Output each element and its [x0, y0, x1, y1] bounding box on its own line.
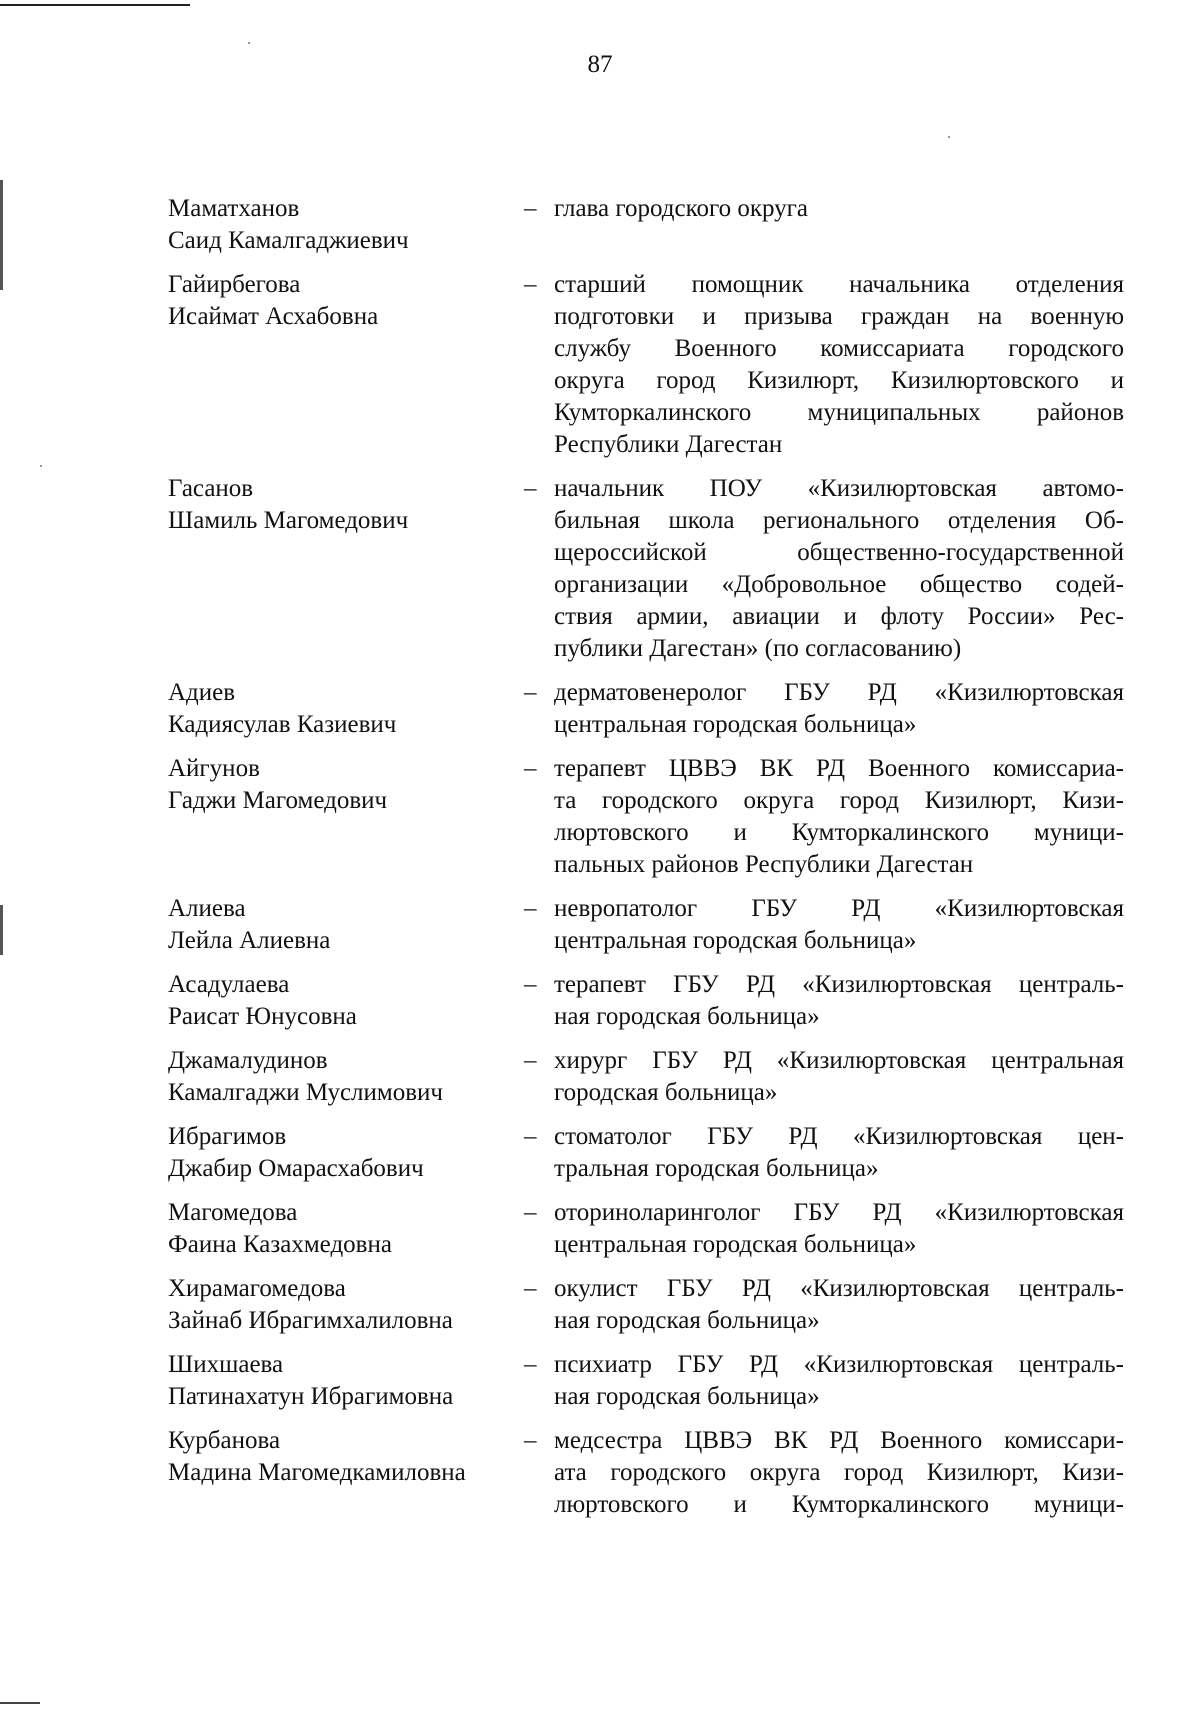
member-surname: Курбанова [168, 1427, 281, 1454]
member-entry [168, 473, 1133, 665]
entry-dash: – [524, 195, 537, 222]
member-name [168, 1197, 518, 1261]
member-entry [168, 193, 1133, 257]
position-line: щероссийской общественно-государственной [554, 539, 1124, 566]
entry-dash: – [524, 1275, 537, 1302]
member-given-names: Камалгаджи Муслимович [168, 1079, 443, 1106]
member-given-names: Исаймат Асхабовна [168, 303, 379, 330]
entry-dash: – [524, 1351, 537, 1378]
scan-speck [948, 136, 950, 138]
member-given-names: Зайнаб Ибрагимхалиловна [168, 1307, 453, 1334]
left-margin-mark [0, 180, 3, 290]
member-position [554, 677, 1124, 741]
position-line: медсестра ЦВВЭ ВК РД Военного комиссари- [554, 1427, 1124, 1454]
member-position [554, 193, 1124, 257]
member-surname: Ибрагимов [168, 1123, 287, 1150]
entry-dash: – [524, 1199, 537, 1226]
position-line: Республики Дагестан [554, 431, 783, 458]
position-line: центральная городская больница» [554, 927, 917, 954]
position-line: та городского округа город Кизилюрт, Кизи- [554, 787, 1124, 814]
member-entry [168, 1273, 1133, 1337]
entry-dash: – [524, 895, 537, 922]
member-name [168, 677, 518, 741]
member-surname: Алиева [168, 895, 246, 922]
position-line: организации «Добровольное общество содей- [554, 571, 1124, 598]
entry-dash: – [524, 971, 537, 998]
member-given-names: Саид Камалгаджиевич [168, 227, 409, 254]
member-given-names: Раисат Юнусовна [168, 1003, 357, 1030]
member-name [168, 969, 518, 1033]
member-position [554, 473, 1124, 665]
position-line: центральная городская больница» [554, 1231, 917, 1258]
member-surname: Гайирбегова [168, 271, 301, 298]
member-position [554, 1197, 1124, 1261]
position-line: округа город Кизилюрт, Кизилюртовского и [554, 367, 1124, 394]
member-position [554, 969, 1124, 1033]
position-line: ная городская больница» [554, 1307, 820, 1334]
member-entry [168, 969, 1133, 1033]
member-name [168, 1045, 518, 1109]
position-line: люртовского и Кумторкалинского муници- [554, 819, 1124, 846]
position-line: оториноларинголог ГБУ РД «Кизилюртовская [554, 1199, 1124, 1226]
member-surname: Джамалудинов [168, 1047, 328, 1074]
position-line: хирург ГБУ РД «Кизилюртовская центральная [554, 1047, 1124, 1074]
member-surname: Маматханов [168, 195, 300, 222]
member-name [168, 473, 518, 665]
member-name [168, 1425, 518, 1521]
member-surname: Магомедова [168, 1199, 298, 1226]
position-line: публики Дагестан» (по согласованию) [554, 635, 962, 662]
member-position [554, 1349, 1124, 1413]
position-line: дерматовенеролог ГБУ РД «Кизилюртовская [554, 679, 1124, 706]
position-line: терапевт ЦВВЭ ВК РД Военного комиссариа- [554, 755, 1124, 782]
position-line: начальник ПОУ «Кизилюртовская автомо- [554, 475, 1124, 502]
entry-dash: – [524, 1047, 537, 1074]
member-given-names: Кадиясулав Казиевич [168, 711, 397, 738]
position-line: центральная городская больница» [554, 711, 917, 738]
position-line: Кумторкалинского муниципальных районов [554, 399, 1124, 426]
member-entry [168, 1121, 1133, 1185]
left-margin-mark [0, 905, 3, 955]
member-entry [168, 1425, 1133, 1521]
position-line: окулист ГБУ РД «Кизилюртовская централь- [554, 1275, 1124, 1302]
entry-dash: – [524, 475, 537, 502]
member-entry [168, 269, 1133, 461]
member-entry [168, 753, 1133, 881]
member-name [168, 269, 518, 461]
member-surname: Адиев [168, 679, 236, 706]
member-given-names: Гаджи Магомедович [168, 787, 388, 814]
member-given-names: Патинахатун Ибрагимовна [168, 1383, 454, 1410]
member-surname: Шихшаева [168, 1351, 284, 1378]
commission-member-list [168, 193, 1133, 1521]
position-line: ная городская больница» [554, 1003, 820, 1030]
position-line: службу Военного комиссариата городского [554, 335, 1124, 362]
position-line: терапевт ГБУ РД «Кизилюртовская централь- [554, 971, 1124, 998]
position-line: ная городская больница» [554, 1383, 820, 1410]
member-name [168, 1349, 518, 1413]
member-surname: Хирамагомедова [168, 1275, 346, 1302]
position-line: стоматолог ГБУ РД «Кизилюртовская цен- [554, 1123, 1124, 1150]
member-given-names: Лейла Алиевна [168, 927, 331, 954]
position-line: старший помощник начальника отделения [554, 271, 1124, 298]
position-line: тральная городская больница» [554, 1155, 879, 1182]
member-position [554, 893, 1124, 957]
page-number: 87 [587, 51, 613, 78]
member-position [554, 753, 1124, 881]
member-position [554, 1045, 1124, 1109]
member-entry [168, 1349, 1133, 1413]
position-line: люртовского и Кумторкалинского муници- [554, 1491, 1124, 1518]
entry-dash: – [524, 271, 537, 298]
member-surname: Айгунов [168, 755, 260, 782]
position-line: ствия армии, авиации и флоту России» Рес- [554, 603, 1124, 630]
member-entry [168, 1045, 1133, 1109]
member-given-names: Джабир Омарасхабович [168, 1155, 424, 1182]
top-rule [0, 4, 190, 6]
position-line: подготовки и призыва граждан на военную [554, 303, 1124, 330]
member-given-names: Фаина Казахмедовна [168, 1231, 392, 1258]
member-position [554, 269, 1124, 461]
position-line: невропатолог ГБУ РД «Кизилюртовская [554, 895, 1124, 922]
member-name [168, 893, 518, 957]
member-name [168, 1121, 518, 1185]
position-line: бильная школа регионального отделения Об- [554, 507, 1124, 534]
member-surname: Асадулаева [168, 971, 290, 998]
position-line: психиатр ГБУ РД «Кизилюртовская централь- [554, 1351, 1124, 1378]
member-position [554, 1273, 1124, 1337]
position-line: пальных районов Республики Дагестан [554, 851, 974, 878]
entry-dash: – [524, 679, 537, 706]
member-name [168, 753, 518, 881]
position-line: ата городского округа город Кизилюрт, Кизи- [554, 1459, 1124, 1486]
member-surname: Гасанов [168, 475, 254, 502]
scan-speck [248, 42, 250, 44]
member-entry [168, 1197, 1133, 1261]
position-line: городская больница» [554, 1079, 778, 1106]
member-position [554, 1121, 1124, 1185]
entry-dash: – [524, 1427, 537, 1454]
entry-dash: – [524, 755, 537, 782]
member-entry [168, 893, 1133, 957]
member-entry [168, 677, 1133, 741]
member-given-names: Мадина Магомедкамиловна [168, 1459, 466, 1486]
member-position [554, 1425, 1124, 1521]
entry-dash: – [524, 1123, 537, 1150]
bottom-rule [0, 1702, 40, 1704]
scan-speck [40, 465, 42, 467]
member-name [168, 193, 518, 257]
position-line: глава городского округа [554, 195, 809, 222]
member-given-names: Шамиль Магомедович [168, 507, 409, 534]
member-name [168, 1273, 518, 1337]
